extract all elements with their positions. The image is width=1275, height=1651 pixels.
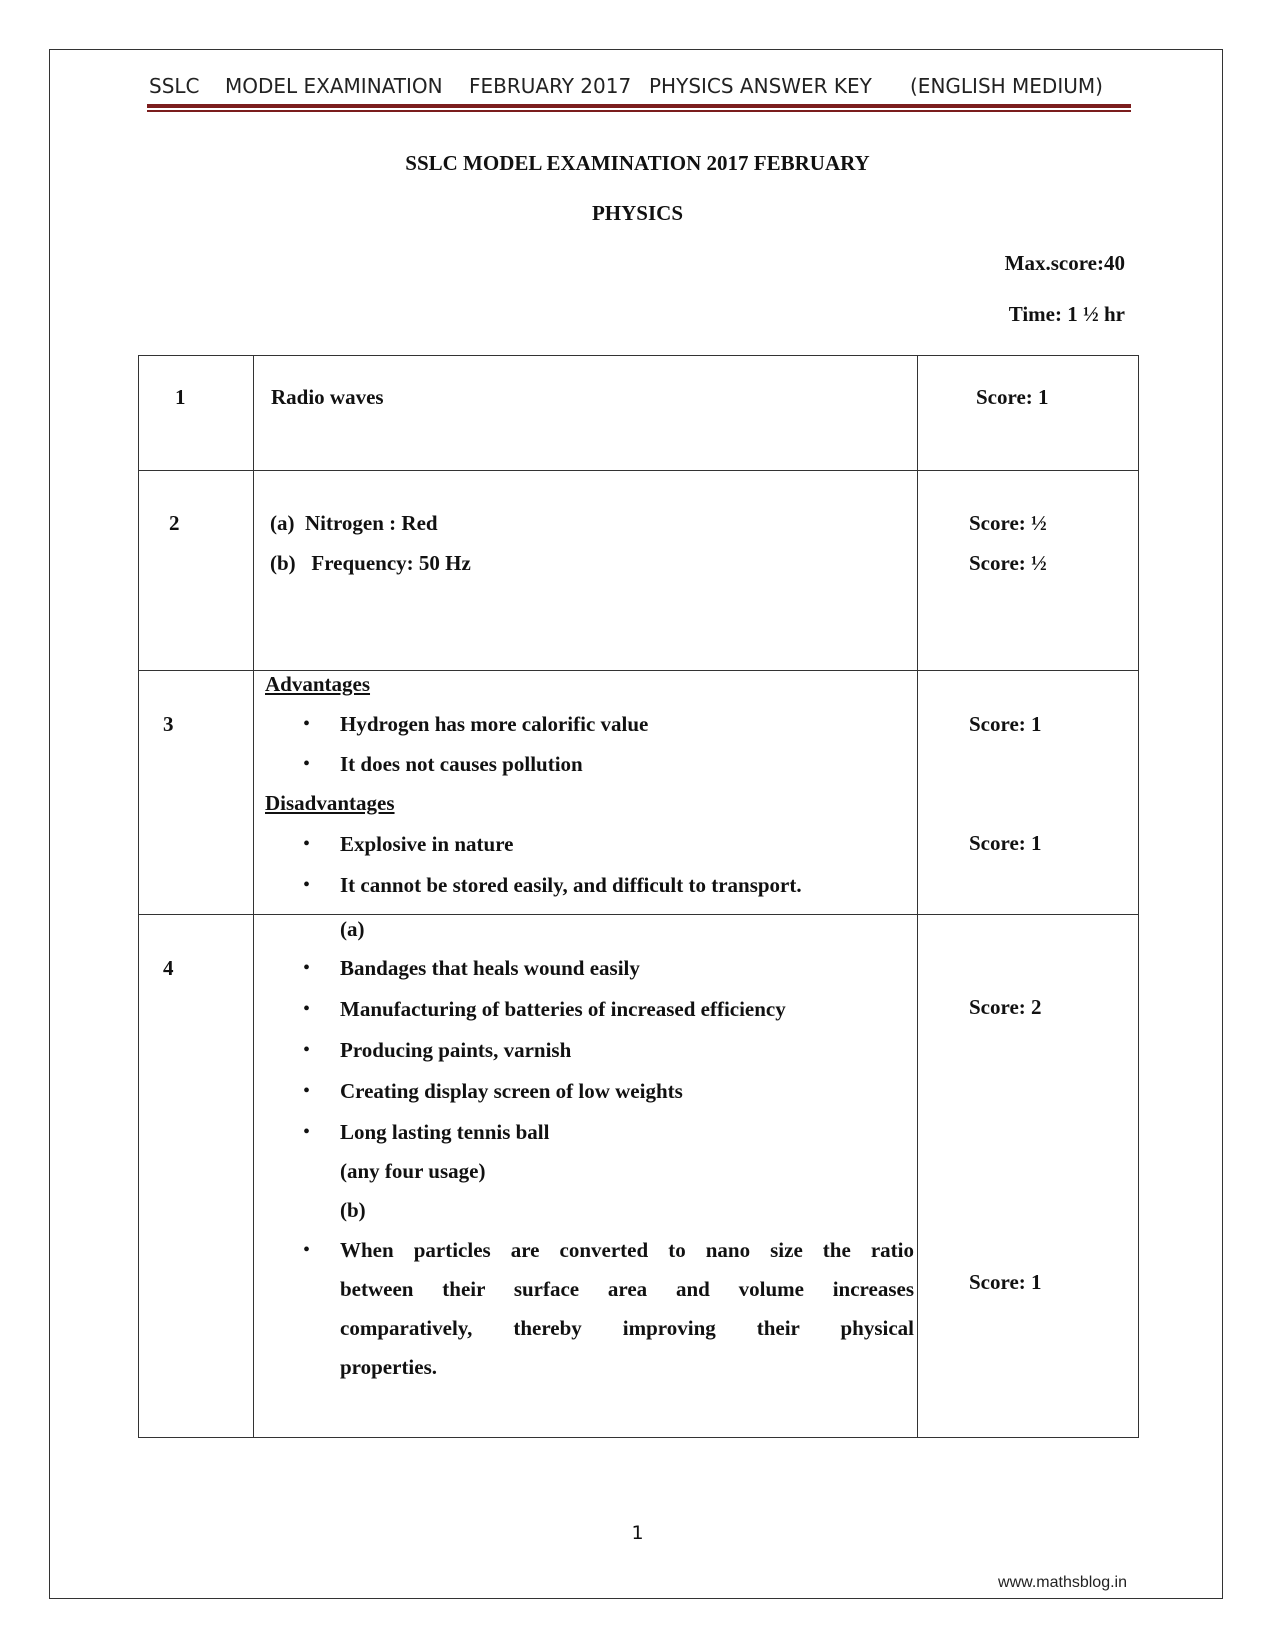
list-item: Bandages that heals wound easily bbox=[340, 956, 640, 980]
score-label: Score: 1 bbox=[969, 831, 1042, 855]
running-head-exam: SSLC bbox=[149, 74, 200, 98]
running-head-medium: (ENGLISH MEDIUM) bbox=[910, 74, 1103, 98]
running-head-subject: PHYSICS ANSWER KEY bbox=[649, 74, 872, 98]
score-label: Score: 2 bbox=[969, 995, 1042, 1019]
bullet: • bbox=[303, 957, 311, 979]
table-row bbox=[139, 471, 1139, 671]
answer-a: (a) Nitrogen : Red bbox=[270, 511, 438, 535]
question-number: 2 bbox=[169, 511, 180, 535]
list-item: Long lasting tennis ball bbox=[340, 1120, 550, 1144]
part-b-label: (b) bbox=[340, 1198, 366, 1222]
table-row bbox=[139, 356, 1139, 471]
answer-b: (b) Frequency: 50 Hz bbox=[270, 551, 471, 575]
max-score: Max.score:40 bbox=[1004, 251, 1125, 275]
header-rule-thin bbox=[147, 110, 1131, 112]
running-head-date: FEBRUARY 2017 bbox=[469, 74, 632, 98]
list-item: It cannot be stored easily, and difficult to transport. bbox=[340, 873, 802, 897]
bullet: • bbox=[303, 753, 311, 775]
bullet: • bbox=[303, 1039, 311, 1061]
score-label: Score: ½ bbox=[969, 511, 1047, 535]
score-label: Score: 1 bbox=[969, 712, 1042, 736]
score-label: Score: 1 bbox=[969, 1270, 1042, 1294]
bullet: • bbox=[303, 1080, 311, 1102]
bullet: • bbox=[303, 833, 311, 855]
time-allowed: Time: 1 ½ hr bbox=[1008, 302, 1125, 326]
document-title: SSLC MODEL EXAMINATION 2017 FEBRUARY bbox=[405, 151, 870, 175]
table-row bbox=[139, 915, 1139, 1438]
bullet: • bbox=[303, 1239, 311, 1261]
bullet: • bbox=[303, 998, 311, 1020]
header-rule-thick bbox=[147, 104, 1131, 108]
part-b-line: When particles are converted to nano size the ratio bbox=[340, 1238, 914, 1262]
question-number: 3 bbox=[163, 712, 174, 736]
part-b-line: between their surface area and volume increases bbox=[340, 1277, 914, 1301]
part-b-line: comparatively, thereby improving their physical bbox=[340, 1316, 914, 1340]
score-label: Score: 1 bbox=[976, 385, 1049, 409]
question-number: 4 bbox=[163, 956, 174, 980]
running-head bbox=[149, 74, 1130, 100]
footer-url: www.mathsblog.in bbox=[998, 1574, 1127, 1591]
question-number: 1 bbox=[175, 385, 186, 409]
page-number: 1 bbox=[631, 1522, 644, 1544]
score-label: Score: ½ bbox=[969, 551, 1047, 575]
running-head-model: MODEL EXAMINATION bbox=[225, 74, 443, 98]
bullet: • bbox=[303, 713, 311, 735]
list-item: Creating display screen of low weights bbox=[340, 1079, 683, 1103]
advantages-heading: Advantages bbox=[265, 672, 371, 696]
part-b-line: properties. bbox=[340, 1355, 438, 1379]
disadvantages-heading: Disadvantages bbox=[265, 791, 395, 815]
list-item: Hydrogen has more calorific value bbox=[340, 712, 649, 736]
bullet: • bbox=[303, 1121, 311, 1143]
list-item: Explosive in nature bbox=[340, 832, 514, 856]
list-item: Manufacturing of batteries of increased efficiency bbox=[340, 997, 786, 1021]
part-a-label: (a) bbox=[340, 917, 365, 941]
answer-table bbox=[138, 355, 1139, 1438]
bullet: • bbox=[303, 874, 311, 896]
table-row bbox=[139, 671, 1139, 915]
list-item: Producing paints, varnish bbox=[340, 1038, 572, 1062]
answer-text: Radio waves bbox=[271, 385, 384, 409]
part-a-note: (any four usage) bbox=[340, 1159, 486, 1183]
list-item: It does not causes pollution bbox=[340, 752, 583, 776]
document-subtitle: PHYSICS bbox=[591, 201, 684, 225]
